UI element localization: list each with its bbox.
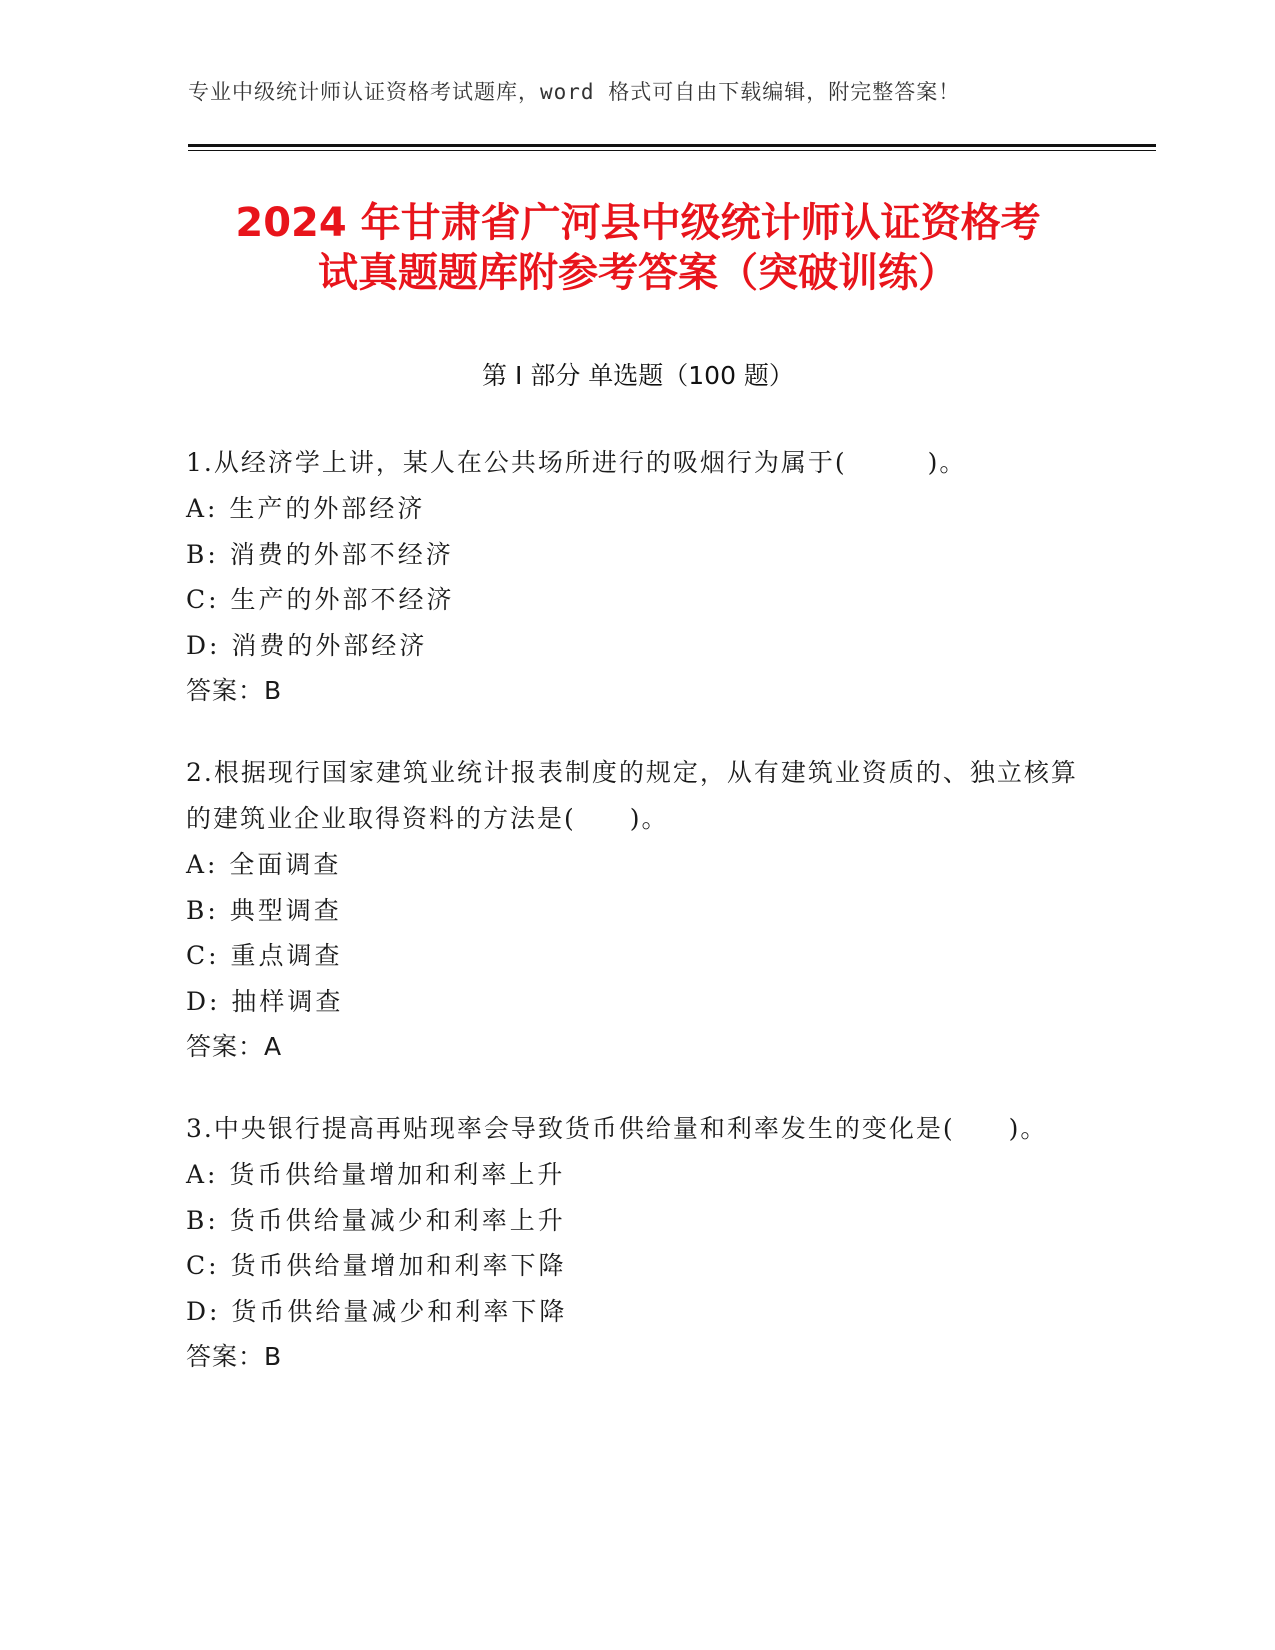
question-2 — [186, 750, 1086, 1070]
option-d: D: 货币供给量减少和利率下降 — [186, 1296, 568, 1326]
question-3 — [186, 1106, 1086, 1380]
answer: 答案：B — [186, 1342, 283, 1371]
document-title-line-1: 2024 年甘肃省广河县中级统计师认证资格考 — [235, 200, 1041, 246]
question-stem: 1.从经济学上讲，某人在公共场所进行的吸烟行为属于( )。 — [186, 448, 967, 477]
option-c: C: 重点调查 — [186, 941, 343, 970]
option-b: B: 货币供给量减少和利率上升 — [186, 1205, 566, 1235]
answer: 答案：A — [186, 1032, 283, 1061]
header-rule-thick — [188, 144, 1156, 147]
question-stem: 2.根据现行国家建筑业统计报表制度的规定，从有建筑业资质的、独立核算的建筑业企业取得资料的方法是( )。 — [186, 758, 1078, 833]
document-title-line-2: 试真题题库附参考答案（突破训练） — [318, 250, 958, 296]
option-d: D: 消费的外部经济 — [186, 630, 428, 660]
option-b: B: 典型调查 — [186, 895, 342, 925]
option-a: A: 货币供给量增加和利率上升 — [186, 1160, 566, 1189]
header-note: 专业中级统计师认证资格考试题库，word 格式可自由下载编辑，附完整答案！ — [188, 80, 961, 104]
document-title — [188, 198, 1088, 298]
option-a: A: 生产的外部经济 — [186, 494, 426, 523]
section-title: 第 I 部分 单选题（100 题） — [482, 361, 794, 390]
option-c: C: 货币供给量增加和利率下降 — [186, 1251, 567, 1280]
question-1 — [186, 440, 1086, 714]
option-a: A: 全面调查 — [186, 850, 342, 879]
option-b: B: 消费的外部不经济 — [186, 539, 454, 569]
question-stem: 3.中央银行提高再贴现率会导致货币供给量和利率发生的变化是( )。 — [186, 1114, 1048, 1143]
option-d: D: 抽样调查 — [186, 986, 344, 1016]
question-list — [186, 440, 1086, 1416]
header-rule-thin — [188, 150, 1156, 151]
answer: 答案：B — [186, 676, 283, 705]
option-c: C: 生产的外部不经济 — [186, 585, 455, 614]
